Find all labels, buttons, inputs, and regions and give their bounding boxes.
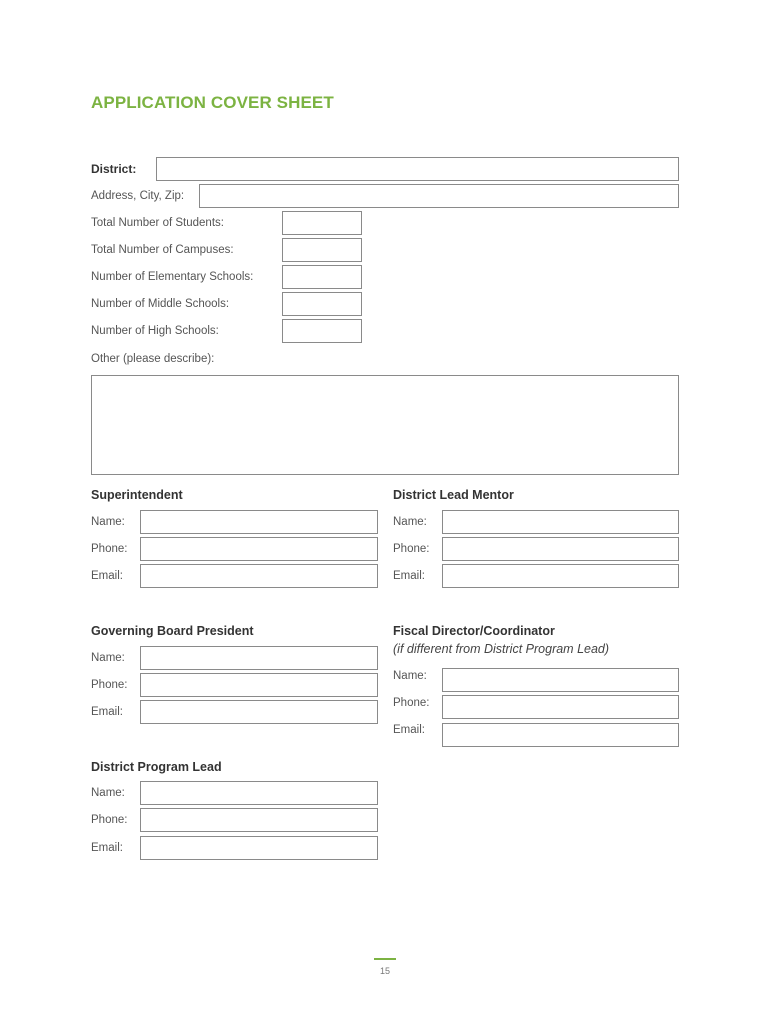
board-president-name-field[interactable]: [140, 646, 378, 670]
fiscal-email-field[interactable]: [442, 723, 679, 747]
high-label: Number of High Schools:: [91, 325, 219, 337]
fiscal-phone-field[interactable]: [442, 695, 679, 719]
campuses-field[interactable]: [282, 238, 362, 262]
page-number-rule: [374, 958, 396, 960]
page-number: 15: [379, 966, 390, 976]
district-field[interactable]: [156, 157, 679, 181]
lead-mentor-name-label: Name:: [393, 516, 427, 528]
fiscal-email-label: Email:: [393, 724, 425, 736]
address-label: Address, City, Zip:: [91, 190, 185, 202]
elementary-label: Number of Elementary Schools:: [91, 271, 254, 283]
program-lead-email-label: Email:: [91, 842, 123, 854]
superintendent-name-label: Name:: [91, 516, 125, 528]
program-lead-name-label: Name:: [91, 787, 125, 799]
middle-field[interactable]: [282, 292, 362, 316]
lead-mentor-phone-field[interactable]: [442, 537, 679, 561]
other-label: Other (please describe):: [91, 353, 215, 365]
address-field[interactable]: [199, 184, 679, 208]
high-field[interactable]: [282, 319, 362, 343]
lead-mentor-email-label: Email:: [393, 570, 425, 582]
page-title: APPLICATION COVER SHEET: [91, 93, 334, 112]
elementary-field[interactable]: [282, 265, 362, 289]
lead-mentor-email-field[interactable]: [442, 564, 679, 588]
lead-mentor-heading: District Lead Mentor: [393, 488, 514, 502]
superintendent-email-field[interactable]: [140, 564, 378, 588]
board-president-phone-field[interactable]: [140, 673, 378, 697]
board-president-phone-label: Phone:: [91, 679, 128, 691]
fiscal-name-field[interactable]: [442, 668, 679, 692]
campuses-label: Total Number of Campuses:: [91, 244, 234, 256]
program-lead-email-field[interactable]: [140, 836, 378, 860]
fiscal-name-label: Name:: [393, 670, 427, 682]
fiscal-subheading: (if different from District Program Lead): [393, 642, 610, 656]
lead-mentor-name-field[interactable]: [442, 510, 679, 534]
program-lead-heading: District Program Lead: [91, 760, 222, 774]
board-president-heading: Governing Board President: [91, 624, 254, 638]
district-label: District:: [91, 162, 137, 176]
superintendent-phone-label: Phone:: [91, 543, 128, 555]
fiscal-heading: Fiscal Director/Coordinator: [393, 624, 555, 638]
superintendent-name-field[interactable]: [140, 510, 378, 534]
program-lead-phone-label: Phone:: [91, 814, 128, 826]
superintendent-phone-field[interactable]: [140, 537, 378, 561]
students-label: Total Number of Students:: [91, 217, 224, 229]
fiscal-phone-label: Phone:: [393, 697, 430, 709]
students-field[interactable]: [282, 211, 362, 235]
board-president-email-field[interactable]: [140, 700, 378, 724]
board-president-email-label: Email:: [91, 706, 123, 718]
lead-mentor-phone-label: Phone:: [393, 543, 430, 555]
program-lead-name-field[interactable]: [140, 781, 378, 805]
superintendent-email-label: Email:: [91, 570, 123, 582]
program-lead-phone-field[interactable]: [140, 808, 378, 832]
other-textarea[interactable]: [91, 375, 679, 475]
middle-label: Number of Middle Schools:: [91, 298, 230, 310]
superintendent-heading: Superintendent: [91, 488, 183, 502]
board-president-name-label: Name:: [91, 652, 125, 664]
